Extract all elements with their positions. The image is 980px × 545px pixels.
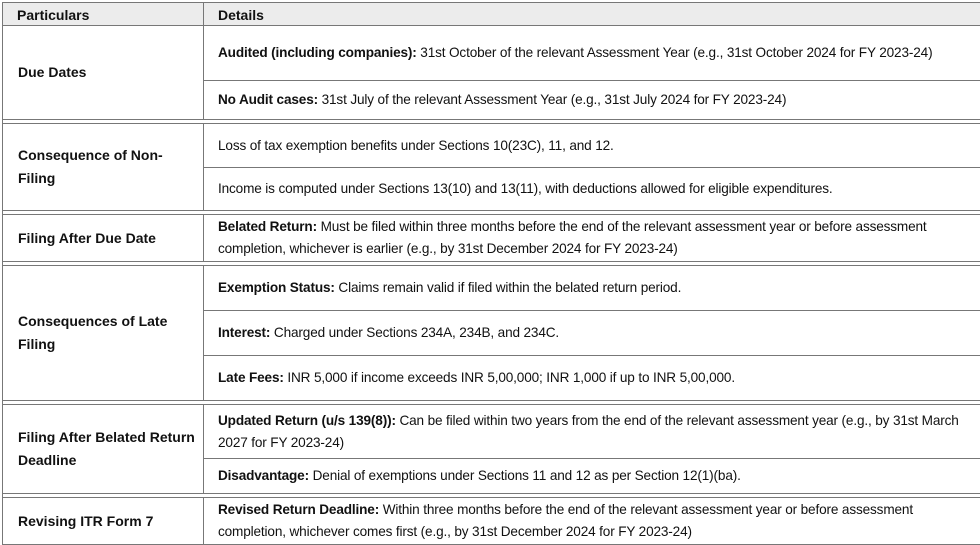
detail-label: Updated Return (u/s 139(8)): <box>218 412 396 428</box>
detail-label: No Audit cases: <box>218 92 318 107</box>
detail-item <box>204 458 980 493</box>
details-cell <box>204 26 980 119</box>
detail-text: Can be filed within two years from the end of the relevant assessment year (e.g., by 31st March 2027 for FY 2023-24) <box>218 412 959 450</box>
details-cell <box>204 498 980 544</box>
detail-item <box>204 26 980 80</box>
detail-text: Income is computed under Sections 13(10) and 13(11), with deductions allowed for eligible expenditures. <box>218 181 833 196</box>
detail-text: Charged under Sections 234A, 234B, and 234C. <box>270 325 560 340</box>
detail-text: Denial of exemptions under Sections 11 and 12 as per Section 12(1)(ba). <box>308 468 741 483</box>
detail-item <box>204 310 980 355</box>
table-row <box>3 26 980 120</box>
header-particulars: Particulars <box>3 3 204 25</box>
table-row <box>3 497 980 545</box>
table-row <box>3 265 980 401</box>
detail-label: Interest: <box>218 325 271 340</box>
detail-text: Must be filed within three months before the end of the relevant assessment year or before assessment completion, whichever is earlier (e.g., by 31st December 2024 for FY 2023-24) <box>218 219 927 256</box>
particular-cell: Filing After Due Date <box>3 215 204 261</box>
detail-item <box>204 215 980 261</box>
table-row <box>3 123 980 211</box>
detail-text: INR 5,000 if income exceeds INR 5,00,000; INR 1,000 if up to INR 5,00,000. <box>283 370 735 385</box>
detail-text: Loss of tax exemption benefits under Sections 10(23C), 11, and 12. <box>218 137 614 153</box>
details-cell <box>204 405 980 493</box>
table-row <box>3 214 980 262</box>
details-cell <box>204 215 980 261</box>
particular-cell: Filing After Belated Return Deadline <box>3 405 204 493</box>
detail-label: Belated Return: <box>218 219 317 234</box>
particular-cell: Due Dates <box>3 26 204 119</box>
detail-text: 31st October of the relevant Assessment Year (e.g., 31st October 2024 for FY 2023-24) <box>416 45 933 60</box>
table-row <box>3 404 980 494</box>
details-cell <box>204 124 980 210</box>
detail-text: 31st July of the relevant Assessment Year (e.g., 31st July 2024 for FY 2023-24) <box>317 92 787 107</box>
table-header <box>3 2 980 26</box>
particular-cell: Consequence of Non-Filing <box>3 124 204 210</box>
detail-label: Disadvantage: <box>218 468 309 483</box>
detail-text: Claims remain valid if filed within the belated return period. <box>334 280 682 295</box>
detail-item <box>204 498 980 544</box>
detail-item <box>204 355 980 400</box>
detail-label: Revised Return Deadline: <box>218 502 380 517</box>
detail-item <box>204 167 980 210</box>
particular-cell: Consequences of Late Filing <box>3 266 204 400</box>
detail-item <box>204 405 980 458</box>
detail-item <box>204 266 980 310</box>
details-cell <box>204 266 980 400</box>
detail-label: Exemption Status: <box>218 280 335 295</box>
detail-item <box>204 124 980 167</box>
detail-label: Late Fees: <box>218 370 284 385</box>
particular-cell: Revising ITR Form 7 <box>3 498 204 544</box>
detail-item <box>204 80 980 119</box>
itr-table <box>2 2 980 545</box>
detail-text: Within three months before the end of the relevant assessment year or before assessment completion, whichever comes first (e.g., by 31st December 2024 for FY 2023-24) <box>218 502 913 539</box>
header-details: Details <box>218 7 264 23</box>
detail-label: Audited (including companies): <box>218 45 417 60</box>
